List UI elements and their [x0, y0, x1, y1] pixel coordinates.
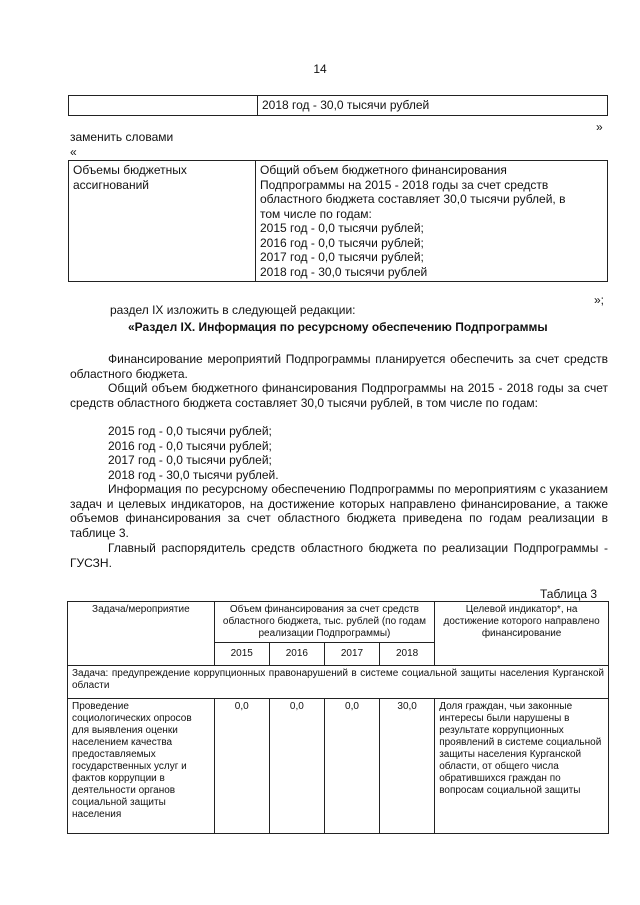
opening-quote: «: [70, 145, 77, 159]
paragraph-main-manager: Главный распорядитель средств областного бюджета по реализации Подпрограммы - ГУСЗН.: [70, 541, 608, 570]
budget-allocation-table: [68, 160, 608, 282]
budget-value-line: областного бюджета составляет 30,0 тысячи рублей, в: [260, 192, 566, 206]
closing-quote: »: [596, 120, 603, 134]
paragraph-resource-info: Информация по ресурсному обеспечению Подпрограммы по мероприятиям с указанием задач и целевых индикаторов, на достижение которых направлено финансирование, а также объемов финансирования за счет областного бюджета приведена по годам реализации в таблице 3.: [70, 482, 608, 540]
section-intro: раздел IX изложить в следующей редакции:: [110, 303, 356, 317]
section-heading: «Раздел IX. Информация по ресурсному обеспечению Подпрограммы: [128, 320, 548, 334]
task-row: Задача: предупреждение коррупционных правонарушений в системе социальной защиты населения Курганской области: [68, 666, 609, 699]
budget-value-line: 2017 год - 0,0 тысячи рублей;: [260, 250, 424, 264]
year-item: 2017 год - 0,0 тысячи рублей;: [108, 453, 272, 467]
budget-value-line: Общий объем бюджетного финансирования: [260, 163, 507, 177]
header-year: 2016: [269, 643, 324, 666]
previous-table-fragment: [68, 95, 608, 116]
header-year: 2015: [214, 643, 269, 666]
header-year: 2018: [380, 643, 435, 666]
table-caption: Таблица 3: [540, 587, 598, 601]
paragraph-funding: Финансирование мероприятий Подпрограммы планируется обеспечить за счет средств областного бюджета.: [70, 352, 608, 381]
year-item: 2018 год - 30,0 тысячи рублей.: [108, 467, 279, 482]
header-task: Задача/мероприятие: [68, 602, 215, 666]
budget-label-line: ассигнований: [73, 177, 150, 192]
prev-table-right-cell: 2018 год - 30,0 тысячи рублей: [258, 96, 608, 116]
page-number: 14: [313, 62, 327, 76]
header-indicator: Целевой индикатор*, на достижение которого направлено финансирование: [435, 602, 609, 666]
year-item: 2016 год - 0,0 тысячи рублей;: [108, 438, 272, 453]
event-name: Проведение социологических опросов для выявления оценки населением качества предоставляемых государственных услуг и фактов коррупции в деятельности органов социальной защиты населения: [68, 699, 215, 834]
year-item: 2015 год - 0,0 тысячи рублей;: [108, 424, 272, 438]
budget-table-label-cell: [69, 161, 256, 282]
event-value: 0,0: [324, 699, 379, 834]
prev-table-left-cell: [69, 96, 258, 116]
event-value: 0,0: [214, 699, 269, 834]
header-year: 2017: [324, 643, 379, 666]
event-indicator: Доля граждан, чьи законные интересы были нарушены в результате коррупционных проявлений в системе социальной защиты населения Курганской области, от общего числа обратившихся граждан по вопросам социальной защиты: [435, 699, 609, 834]
budget-value-line: том числе по годам:: [260, 206, 372, 221]
closing-quote-semicolon: »;: [594, 293, 605, 307]
budget-value-line: 2018 год - 30,0 тысячи рублей: [260, 264, 428, 279]
header-funding: Объем финансирования за счет средств областного бюджета, тыс. рублей (по годам реализации Подпрограммы): [214, 602, 435, 643]
budget-table-value-cell: [256, 161, 608, 282]
budget-value-line: Подпрограммы на 2015 - 2018 годы за счет средств: [260, 177, 549, 192]
event-value: 0,0: [269, 699, 324, 834]
event-value: 30,0: [380, 699, 435, 834]
resource-table: [67, 601, 609, 834]
replace-phrase: заменить словами: [70, 130, 174, 144]
budget-value-line: 2016 год - 0,0 тысячи рублей;: [260, 235, 424, 250]
budget-value-line: 2015 год - 0,0 тысячи рублей;: [260, 221, 424, 235]
years-list: [108, 424, 279, 482]
paragraph-total-volume: Общий объем бюджетного финансирования Подпрограммы на 2015 - 2018 годы за счет средств областного бюджета составляет 30,0 тысячи рублей, в том числе по годам:: [70, 381, 608, 410]
budget-label-line: Объемы бюджетных: [73, 163, 187, 177]
